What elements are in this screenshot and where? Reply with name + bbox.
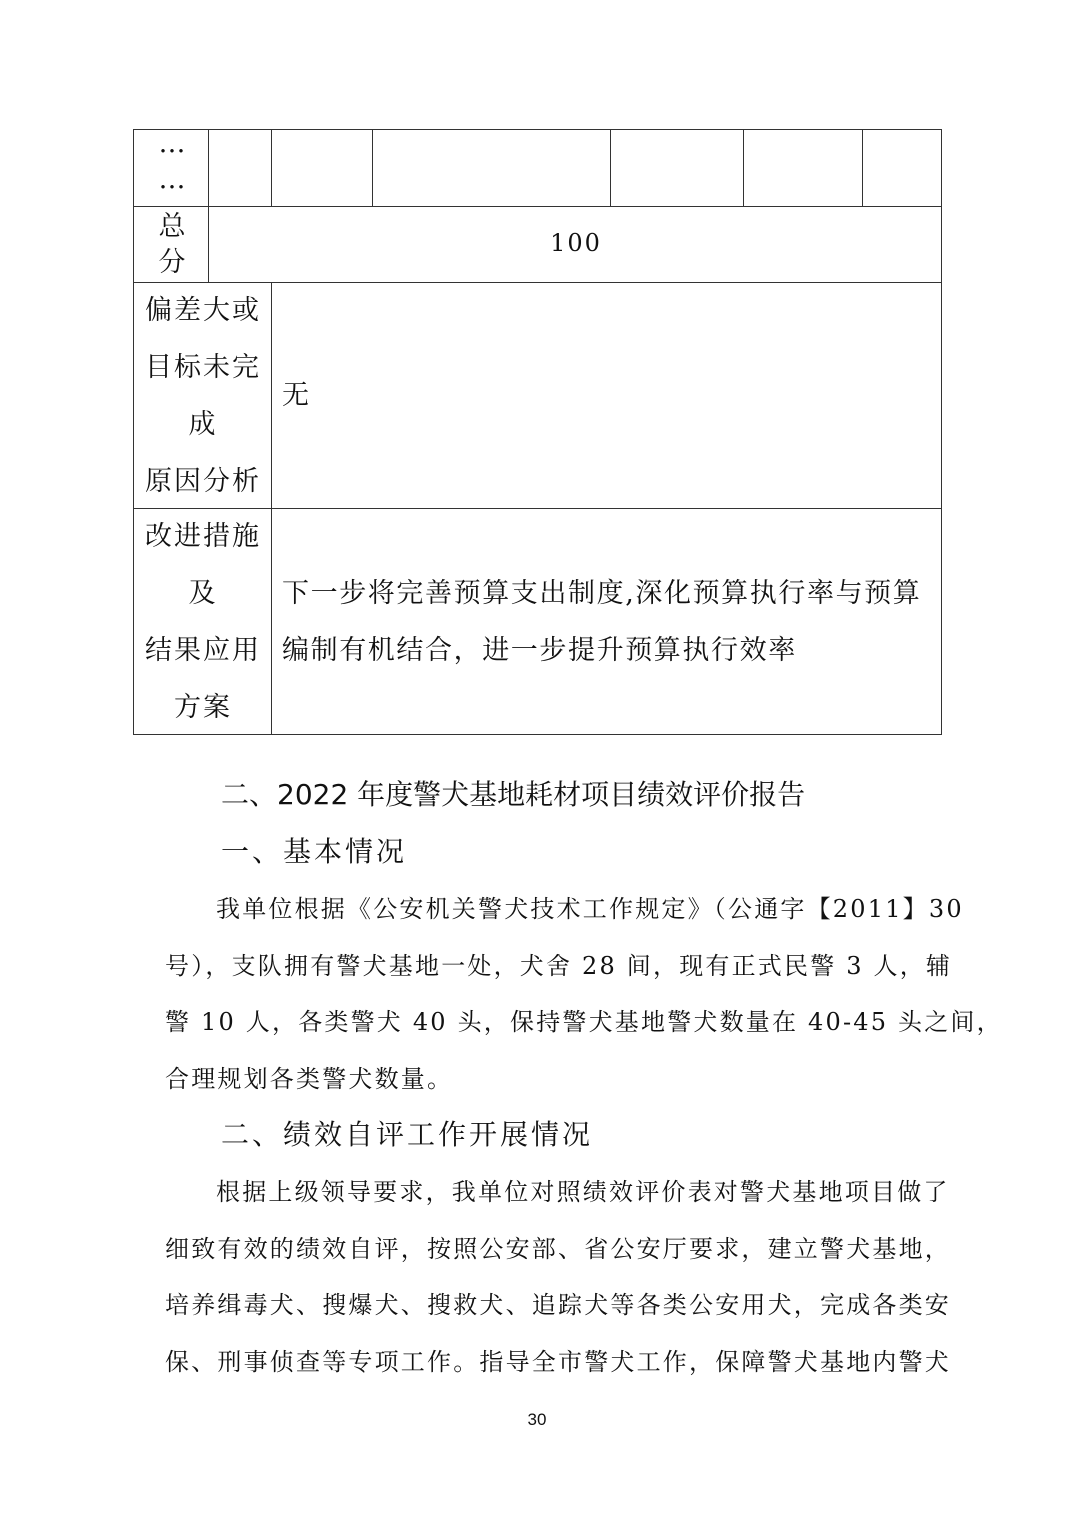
total-label-cell — [133, 206, 209, 283]
improvement-content-line1: 下一步将完善预算支出制度,深化预算执行率与预算 — [282, 578, 922, 609]
improvement-content-line2: 编制有机结合，进一步提升预算执行效率 — [282, 635, 797, 666]
table-cell — [372, 129, 611, 207]
page-number: 30 — [527, 1410, 547, 1429]
deviation-label-line4: 原因分析 — [145, 466, 261, 497]
deviation-label-cell — [133, 282, 272, 509]
section2-line1: 根据上级领导要求，我单位对照绩效评价表对警犬基地项目做了 — [216, 1178, 950, 1206]
improvement-label-line2: 及 — [188, 578, 218, 609]
section2-heading: 二、绩效自评工作开展情况 — [221, 1118, 594, 1151]
section2-line3: 培养缉毒犬、搜爆犬、搜救犬、追踪犬等各类公安用犬，完成各类安 — [165, 1291, 951, 1319]
table-cell — [862, 129, 942, 207]
table-cell — [743, 129, 863, 207]
improvement-label-line4: 方案 — [174, 692, 232, 723]
deviation-label-line1: 偏差大或 — [145, 295, 261, 326]
total-value: 100 — [550, 229, 602, 257]
ellipsis-top: … — [158, 128, 186, 159]
section1-line3: 警 10 人，各类警犬 40 头，保持警犬基地警犬数量在 40-45 头之间， — [165, 1008, 1003, 1036]
table-cell — [133, 129, 209, 207]
total-label-line1: 总 — [158, 211, 186, 242]
improvement-label-line1: 改进措施 — [145, 521, 261, 552]
table-cell — [610, 129, 744, 207]
deviation-label-line2: 目标未完 — [145, 352, 261, 383]
deviation-content: 无 — [282, 380, 311, 411]
table-cell — [271, 129, 373, 207]
deviation-content-cell — [271, 282, 942, 509]
section1-line4: 合理规划各类警犬数量。 — [165, 1065, 454, 1093]
table-cell — [208, 129, 272, 207]
total-value-cell — [208, 206, 942, 283]
deviation-label-line3: 成 — [188, 409, 218, 440]
performance-table — [133, 129, 942, 735]
ellipsis-bottom: … — [158, 164, 186, 195]
section1-heading: 一、基本情况 — [221, 835, 408, 868]
section2-line4: 保、刑事侦查等专项工作。指导全市警犬工作，保障警犬基地内警犬 — [165, 1348, 951, 1376]
report-title: 二、2022 年度警犬基地耗材项目绩效评价报告 — [221, 778, 806, 811]
total-label-line2: 分 — [158, 247, 186, 278]
section1-line2: 号），支队拥有警犬基地一处，犬舍 28 间，现有正式民警 3 人，辅 — [165, 952, 953, 980]
improvement-label-line3: 结果应用 — [145, 635, 261, 666]
section1-line1: 我单位根据《公安机关警犬技术工作规定》（公通字【2011】30 — [216, 895, 964, 923]
improvement-content-cell — [271, 508, 942, 735]
section2-line2: 细致有效的绩效自评，按照公安部、省公安厅要求，建立警犬基地， — [165, 1235, 951, 1263]
improvement-label-cell — [133, 508, 272, 735]
